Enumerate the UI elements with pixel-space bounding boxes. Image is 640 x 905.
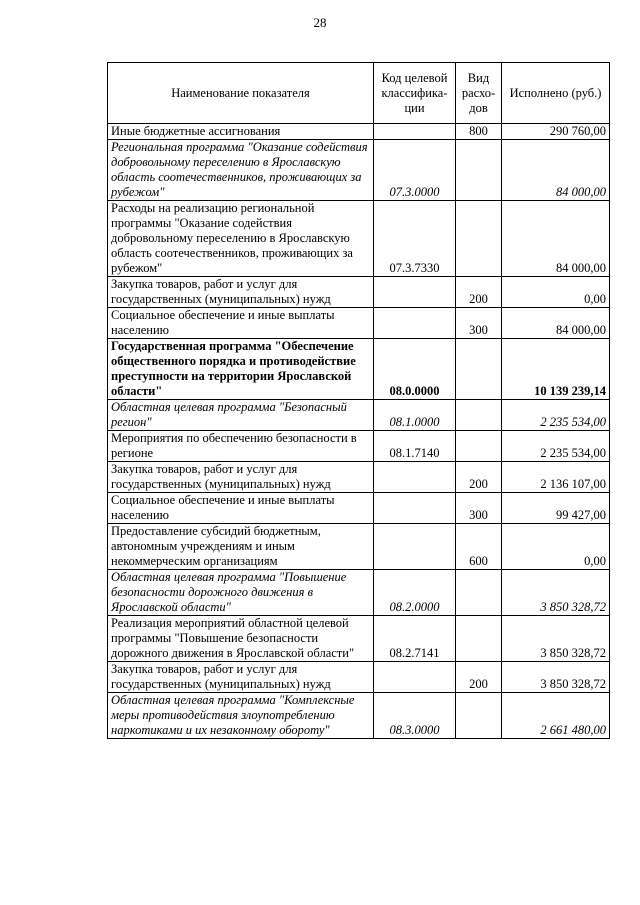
- table-row: [108, 431, 610, 462]
- row-name: Социальное обеспечение и иные выплаты населению: [108, 493, 374, 524]
- row-type: 300: [456, 493, 502, 524]
- table-row: [108, 201, 610, 277]
- table-row: [108, 124, 610, 140]
- table-row: [108, 140, 610, 201]
- row-sum: 2 661 480,00: [502, 693, 610, 739]
- page-number: 28: [313, 15, 327, 30]
- row-code: 07.3.7330: [374, 201, 456, 277]
- row-sum: 99 427,00: [502, 493, 610, 524]
- row-code: [374, 308, 456, 339]
- row-sum: 0,00: [502, 277, 610, 308]
- table-row: [108, 693, 610, 739]
- row-code: 08.1.7140: [374, 431, 456, 462]
- row-name: Государственная программа "Обеспечение общественного порядка и противодействие преступности на территории Ярославской области": [108, 339, 374, 400]
- row-type: 600: [456, 524, 502, 570]
- row-name: Реализация мероприятий областной целевой программы "Повышение безопасности дорожного движения в Ярославской области": [108, 616, 374, 662]
- row-type: 200: [456, 662, 502, 693]
- row-sum: 3 850 328,72: [502, 570, 610, 616]
- table-row: [108, 462, 610, 493]
- header-sum: Исполнено (руб.): [502, 63, 610, 124]
- row-sum: 290 760,00: [502, 124, 610, 140]
- row-type: [456, 201, 502, 277]
- row-sum: 0,00: [502, 524, 610, 570]
- table-row: [108, 339, 610, 400]
- row-name: Иные бюджетные ассигнования: [108, 124, 374, 140]
- table-row: [108, 524, 610, 570]
- table-row: [108, 400, 610, 431]
- row-name: Областная целевая программа "Безопасный регион": [108, 400, 374, 431]
- row-code: 08.3.0000: [374, 693, 456, 739]
- row-name: Предоставление субсидий бюджетным, автономным учреждениям и иным некоммерческим организациям: [108, 524, 374, 570]
- row-code: 08.0.0000: [374, 339, 456, 400]
- row-sum: 3 850 328,72: [502, 616, 610, 662]
- row-code: [374, 493, 456, 524]
- table-row: [108, 616, 610, 662]
- row-code: 08.2.7141: [374, 616, 456, 662]
- row-sum: 3 850 328,72: [502, 662, 610, 693]
- row-sum: 84 000,00: [502, 308, 610, 339]
- row-code: 08.2.0000: [374, 570, 456, 616]
- row-type: 200: [456, 277, 502, 308]
- row-sum: 2 235 534,00: [502, 400, 610, 431]
- row-type: [456, 140, 502, 201]
- row-code: [374, 662, 456, 693]
- row-name: Закупка товаров, работ и услуг для государственных (муниципальных) нужд: [108, 662, 374, 693]
- row-type: [456, 339, 502, 400]
- row-type: [456, 693, 502, 739]
- row-name: Областная целевая программа "Повышение безопасности дорожного движения в Ярославской области": [108, 570, 374, 616]
- header-type: Вид расхо-дов: [456, 63, 502, 124]
- row-sum: 10 139 239,14: [502, 339, 610, 400]
- header-code: Код целевой классифика-ции: [374, 63, 456, 124]
- row-code: 08.1.0000: [374, 400, 456, 431]
- table-row: [108, 493, 610, 524]
- row-code: [374, 277, 456, 308]
- row-sum: 84 000,00: [502, 140, 610, 201]
- row-code: 07.3.0000: [374, 140, 456, 201]
- row-type: [456, 616, 502, 662]
- table-row: [108, 277, 610, 308]
- table-row: [108, 662, 610, 693]
- table-row: [108, 570, 610, 616]
- row-name: Областная целевая программа "Комплексные меры противодействия злоупотреблению наркотиками и их незаконному обороту": [108, 693, 374, 739]
- table-row: [108, 308, 610, 339]
- row-sum: 2 235 534,00: [502, 431, 610, 462]
- row-name: Закупка товаров, работ и услуг для государственных (муниципальных) нужд: [108, 462, 374, 493]
- row-type: 200: [456, 462, 502, 493]
- row-type: 800: [456, 124, 502, 140]
- row-sum: 2 136 107,00: [502, 462, 610, 493]
- budget-table: [107, 62, 610, 739]
- row-name: Региональная программа "Оказание содействия добровольному переселению в Ярославскую область соотечественников, проживающих за рубежом": [108, 140, 374, 201]
- row-name: Социальное обеспечение и иные выплаты населению: [108, 308, 374, 339]
- table-header-row: [108, 63, 610, 124]
- row-name: Закупка товаров, работ и услуг для государственных (муниципальных) нужд: [108, 277, 374, 308]
- row-type: [456, 570, 502, 616]
- row-name: Расходы на реализацию региональной программы "Оказание содействия добровольному переселению в Ярославскую область соотечественников, проживающих за рубежом": [108, 201, 374, 277]
- row-type: [456, 431, 502, 462]
- row-code: [374, 462, 456, 493]
- row-code: [374, 524, 456, 570]
- row-name: Мероприятия по обеспечению безопасности в регионе: [108, 431, 374, 462]
- header-name: Наименование показателя: [108, 63, 374, 124]
- row-type: [456, 400, 502, 431]
- row-sum: 84 000,00: [502, 201, 610, 277]
- row-code: [374, 124, 456, 140]
- row-type: 300: [456, 308, 502, 339]
